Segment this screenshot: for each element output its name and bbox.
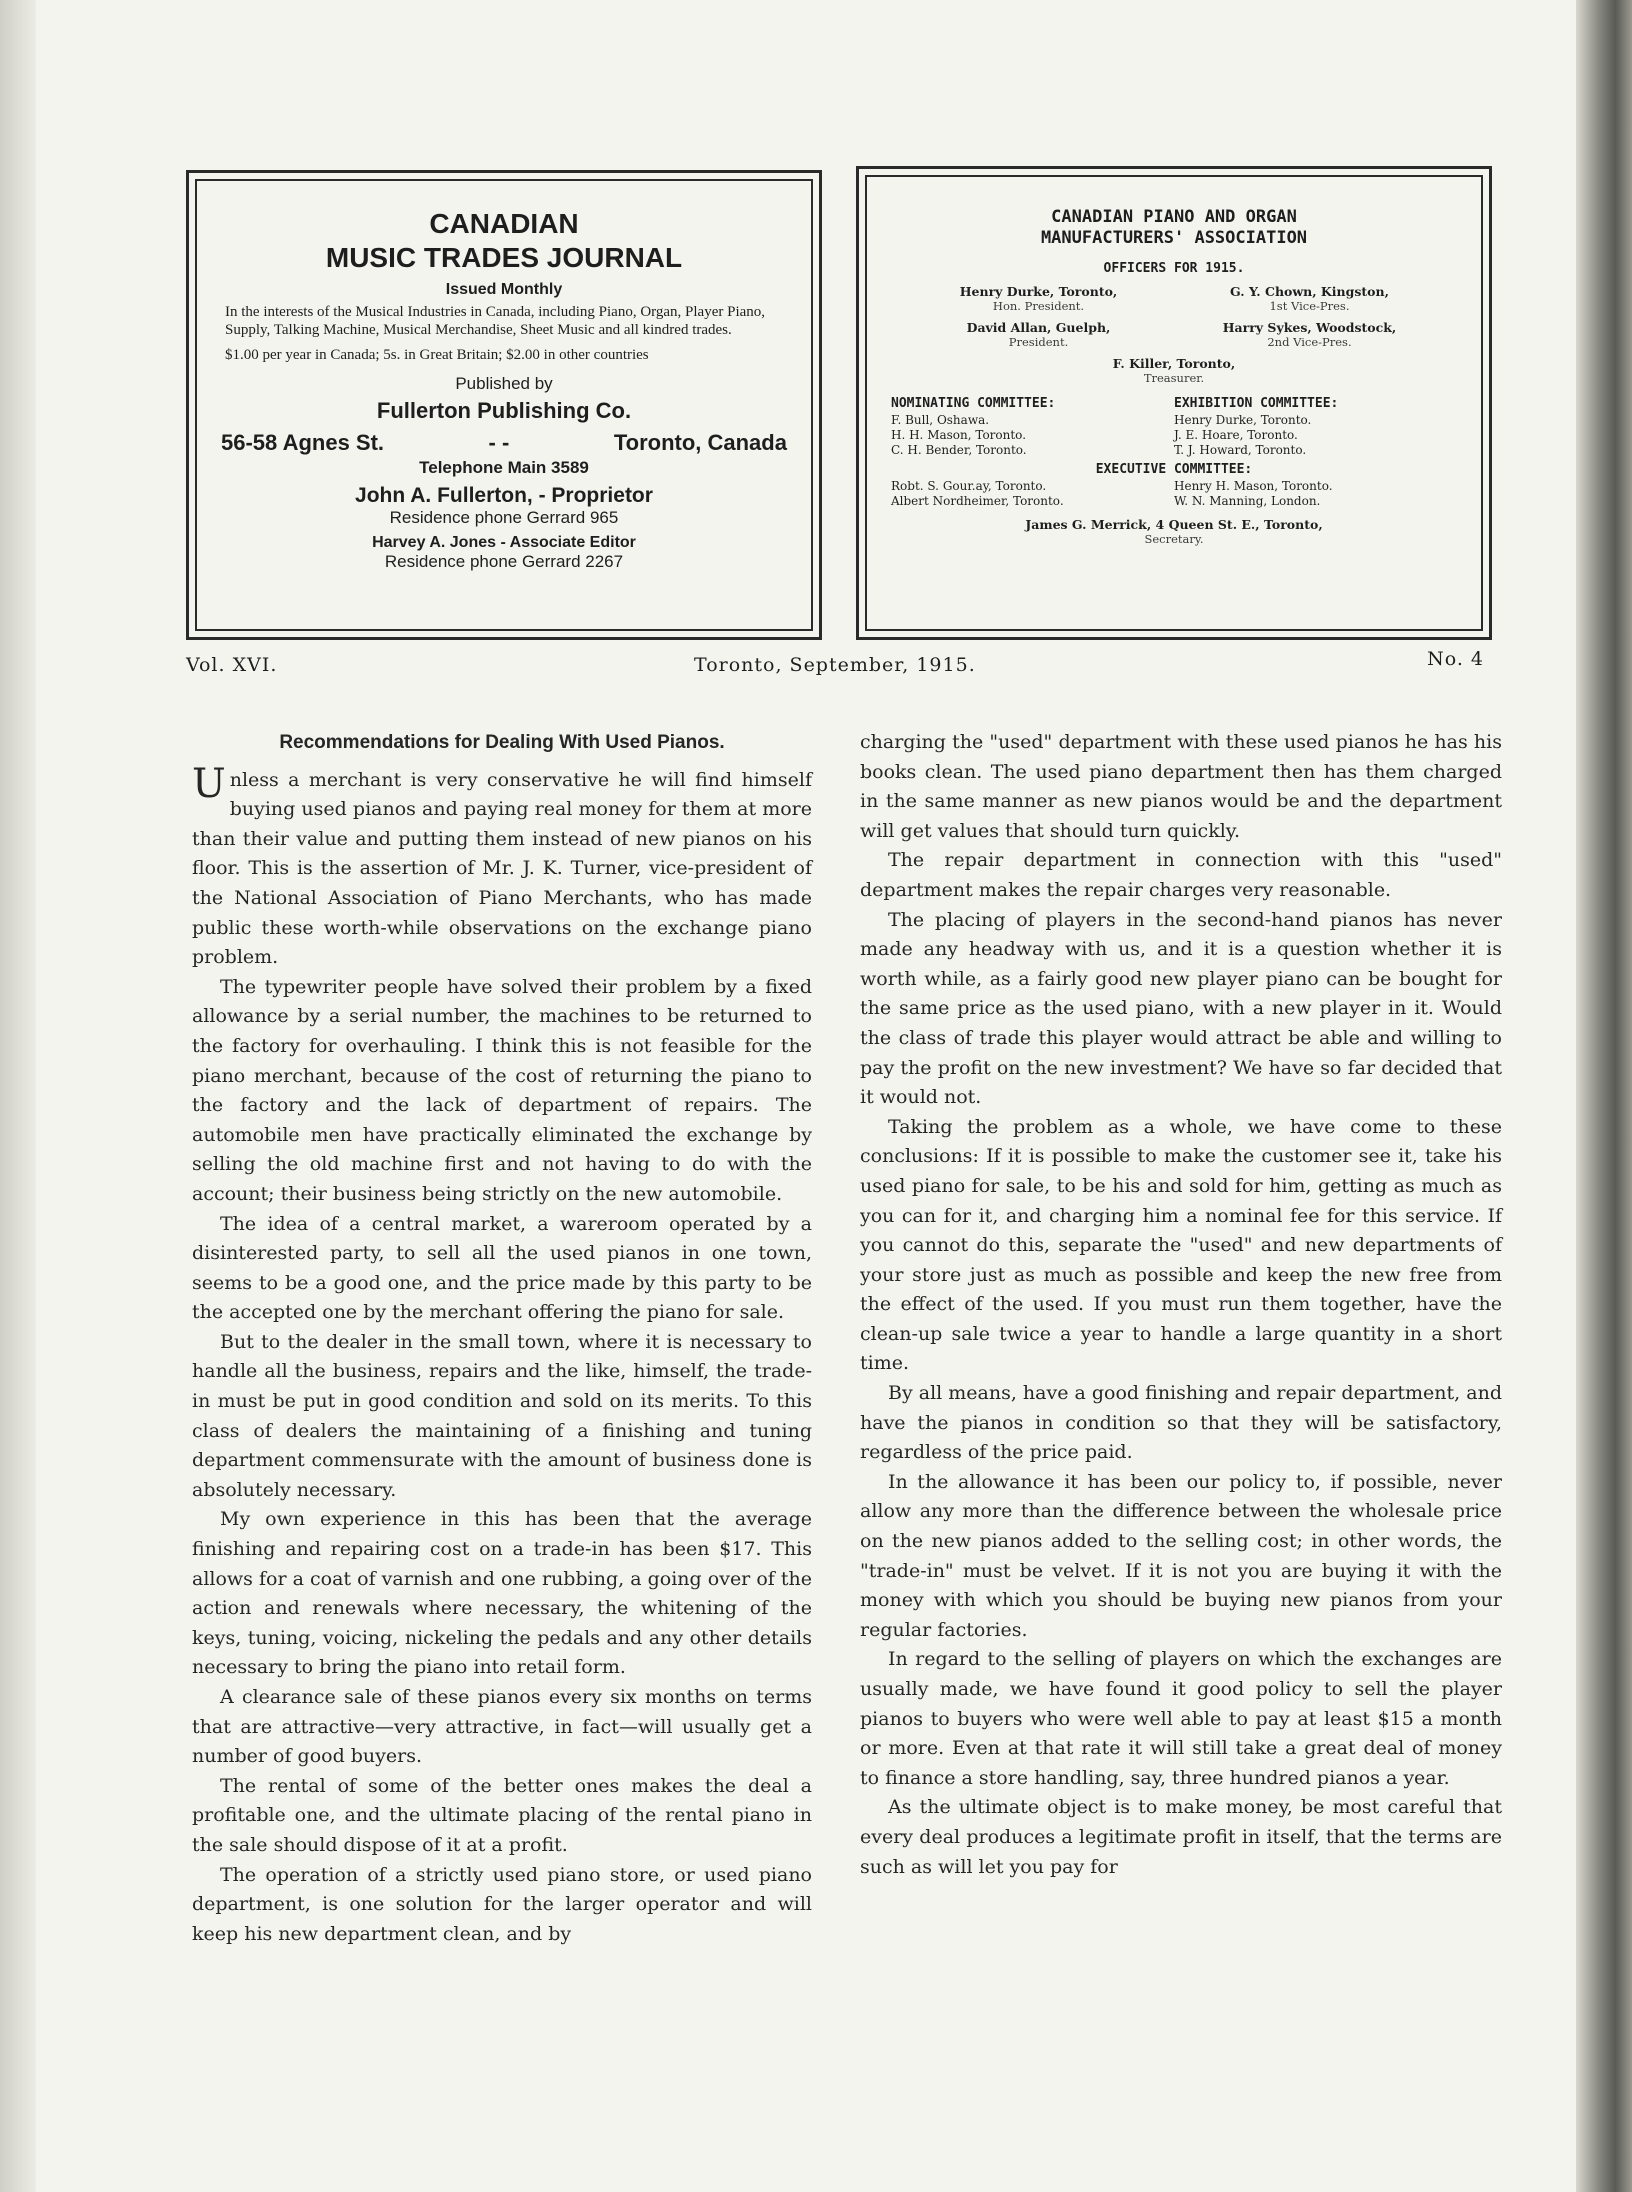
association-inner xyxy=(865,175,1483,631)
journal-telephone: Telephone Main 3589 xyxy=(419,458,589,477)
article-paragraph: The idea of a central market, a wareroom operated by a disinterested party, to sell all the used pianos in one town, seems to be a good one, and the price made by this party to be the accepted one by the merchant offering the piano for sale. xyxy=(192,1212,812,1324)
journal-proprietor: John A. Fullerton, - Proprietor xyxy=(355,484,653,507)
journal-masthead-box xyxy=(186,170,822,640)
executive-left xyxy=(891,479,1174,509)
journal-proprietor-phone: Residence phone Gerrard 965 xyxy=(389,508,619,527)
article-paragraph: By all means, have a good finishing and repair department, and have the pianos in condition so that they will be satisfactory, regardless of the price paid. xyxy=(860,1382,1502,1464)
article-paragraph: The placing of players in the second-hand pianos has never made any headway with us, and it is a question whether it is worth while, as a fairly good new player piano can be bought for the same price as the used piano, with a new player in it. Would the class of trade this player would attract be able and willing to pay the profit on the new investment? We have so far decided that it would not. xyxy=(860,908,1502,1109)
executive-member: Albert Nordheimer, Toronto. xyxy=(891,494,1064,508)
treasurer-role: Treasurer. xyxy=(1143,371,1205,385)
executive-heading: EXECUTIVE COMMITTEE: xyxy=(1095,462,1253,477)
officers-heading: OFFICERS FOR 1915. xyxy=(1103,261,1245,276)
secretary xyxy=(867,517,1481,547)
journal-address-dash: - - xyxy=(488,430,510,455)
nominating-member: C. H. Bender, Toronto. xyxy=(891,443,1027,457)
officer-item xyxy=(903,284,1174,314)
article-paragraph: The operation of a strictly used piano store, or used piano department, is one solution for the larger operator and will keep his new department clean, and by xyxy=(192,1863,812,1945)
volume-label: Vol. XVI. xyxy=(186,654,278,676)
association-title-line1: CANADIAN PIANO AND ORGAN xyxy=(1051,207,1297,227)
officer-name: David Allan, Guelph, xyxy=(966,320,1111,335)
treasurer xyxy=(867,356,1481,386)
exhibition-member: Henry Durke, Toronto. xyxy=(1174,413,1312,427)
secretary-name: James G. Merrick, 4 Queen St. E., Toronto, xyxy=(1025,517,1323,532)
issue-number: No. 4 xyxy=(1427,648,1484,670)
article-paragraph: My own experience in this has been that the average finishing and repairing cost on a trade-in has been $17. This allows for a coat of varnish and one rubbing, a going over of the action and renewals where necessary, the whitening of the keys, tuning, voicing, nickeling the pedals and any other details necessary to bring the piano into retail form. xyxy=(192,1508,812,1679)
officer-item xyxy=(903,320,1174,350)
nominating-member: F. Bull, Oshawa. xyxy=(891,413,990,427)
officer-role: Hon. President. xyxy=(992,299,1085,313)
article-paragraph: The typewriter people have solved their problem by a fixed allowance by a serial number, the machines to be returned to the factory for overhauling. I think this is not feasible for the piano merchant, because of the cost of returning the piano to the factory and the lack of department of repairs. The automobile men have practically eliminated the exchange by selling the old machine first and not having to do with the account; their business being strictly on the new automobile. xyxy=(192,975,812,1205)
journal-issued: Issued Monthly xyxy=(445,281,563,298)
article-paragraph: In the allowance it has been our policy to, if possible, never allow any more than the difference between the wholesale price on the new pianos added to the selling cost; in other words, the "trade-in" must be velvet. If it is not you are buying it with the money with which you should be buying new pianos from your regular factories. xyxy=(860,1470,1502,1641)
executive-member: Robt. S. Gour.ay, Toronto. xyxy=(891,479,1047,493)
article-column-right xyxy=(860,728,1502,1882)
article-paragraph-continued: charging the "used" department with these used pianos he has his books clean. The used piano department then has them charged in the same manner as new pianos would be and the department will get values that should turn quickly. xyxy=(860,731,1502,842)
book-binding xyxy=(1576,0,1632,2192)
officer-name: Harry Sykes, Woodstock, xyxy=(1222,320,1397,335)
treasurer-name: F. Killer, Toronto, xyxy=(1112,356,1236,371)
article-column-left xyxy=(192,728,812,1949)
officer-item xyxy=(1174,320,1445,350)
officer-role: President. xyxy=(1008,335,1069,349)
journal-address xyxy=(197,424,811,456)
journal-title-line2: MUSIC TRADES JOURNAL xyxy=(325,242,683,273)
article-headline: Recommendations for Dealing With Used Pianos. xyxy=(279,732,725,753)
association-box xyxy=(856,166,1492,640)
officers-grid xyxy=(867,276,1481,356)
journal-title-line1: CANADIAN xyxy=(429,208,579,239)
journal-editor-phone: Residence phone Gerrard 2267 xyxy=(384,552,624,571)
journal-published-by: Published by xyxy=(455,374,553,393)
exhibition-heading: EXHIBITION COMMITTEE: xyxy=(1174,396,1339,411)
journal-price: $1.00 per year in Canada; 5s. in Great Britain; $2.00 in other countries xyxy=(225,347,649,363)
journal-address-city: Toronto, Canada xyxy=(613,430,787,455)
exhibition-committee xyxy=(1174,396,1457,458)
page-left-edge xyxy=(0,0,36,2192)
journal-masthead-inner xyxy=(195,179,813,631)
officer-name: G. Y. Chown, Kingston, xyxy=(1230,284,1389,299)
place-date: Toronto, September, 1915. xyxy=(694,654,976,676)
article-paragraph: Taking the problem as a whole, we have come to these conclusions: If it is possible to make the customer see it, take his used piano for sale, to be his and sold for him, getting as much as you can for it, and charging him a nominal fee for this service. If you cannot do this, separate the "used" and new departments of your store just as much as possible and keep the new free from the effect of the used. If you must run them together, have the clean-up sale twice a year to handle a large quantity in a short time. xyxy=(860,1115,1502,1375)
article-paragraph: The rental of some of the better ones makes the deal a profitable one, and the ultimate placing of the rental piano in the sale should dispose of it at a profit. xyxy=(192,1774,812,1856)
officer-role: 2nd Vice-Pres. xyxy=(1267,335,1352,349)
article-paragraph: In regard to the selling of players on which the exchanges are usually made, we have found it good policy to sell the player pianos to buyers who were well able to pay at least $15 a month or more. Even at that rate it will still take a great deal of money to finance a store handling, say, three hundred pianos a year. xyxy=(860,1648,1502,1789)
nominating-heading: NOMINATING COMMITTEE: xyxy=(891,396,1056,411)
journal-publisher: Fullerton Publishing Co. xyxy=(376,398,632,423)
executive-member: Henry H. Mason, Toronto. xyxy=(1174,479,1333,493)
executive-committee xyxy=(867,477,1481,509)
article-paragraph: A clearance sale of these pianos every six months on terms that are attractive—very attractive, in fact—will usually get a number of good buyers. xyxy=(192,1686,812,1768)
nominating-member: H. H. Mason, Toronto. xyxy=(891,428,1027,442)
officer-role: 1st Vice-Pres. xyxy=(1269,299,1350,313)
committees-grid xyxy=(867,386,1481,458)
article-paragraph: As the ultimate object is to make money, be most careful that every deal produces a legitimate profit in itself, that the terms are such as will let you pay for xyxy=(860,1796,1502,1878)
executive-member: W. N. Manning, London. xyxy=(1174,494,1321,508)
article-paragraph: But to the dealer in the small town, where it is necessary to handle all the business, repairs and the like, himself, the trade-in must be put in good condition and sold on its merits. To this class of dealers the maintaining of a finishing and tuning department commensurate with the amount of business done is absolutely necessary. xyxy=(192,1330,812,1501)
dateline xyxy=(186,648,1492,688)
journal-address-street: 56-58 Agnes St. xyxy=(221,430,385,455)
exhibition-member: T. J. Howard, Toronto. xyxy=(1174,443,1307,457)
executive-right xyxy=(1174,479,1457,509)
officer-name: Henry Durke, Toronto, xyxy=(959,284,1118,299)
article-paragraph: Unless a merchant is very conservative he will find himself buying used pianos and paying real money for them at more than their value and putting them instead of new pianos on his floor. This is the assertion of Mr. J. K. Turner, vice-president of the National Association of Piano Merchants, who has made public these worth-while observations on the exchange piano problem. xyxy=(192,760,812,969)
exhibition-member: J. E. Hoare, Toronto. xyxy=(1174,428,1298,442)
nominating-committee xyxy=(891,396,1174,458)
article-paragraph: The repair department in connection with this "used" department makes the repair charges very reasonable. xyxy=(860,849,1502,901)
journal-editor: Harvey A. Jones - Associate Editor xyxy=(372,534,636,551)
association-title-line2: MANUFACTURERS' ASSOCIATION xyxy=(1040,228,1308,248)
journal-description: In the interests of the Musical Industries in Canada, including Piano, Organ, Player Piano, Supply, Talking Machine, Musical Merchandise, Sheet Music and all kindred trades. xyxy=(225,304,766,338)
officer-item xyxy=(1174,284,1445,314)
secretary-role: Secretary. xyxy=(1144,532,1204,546)
